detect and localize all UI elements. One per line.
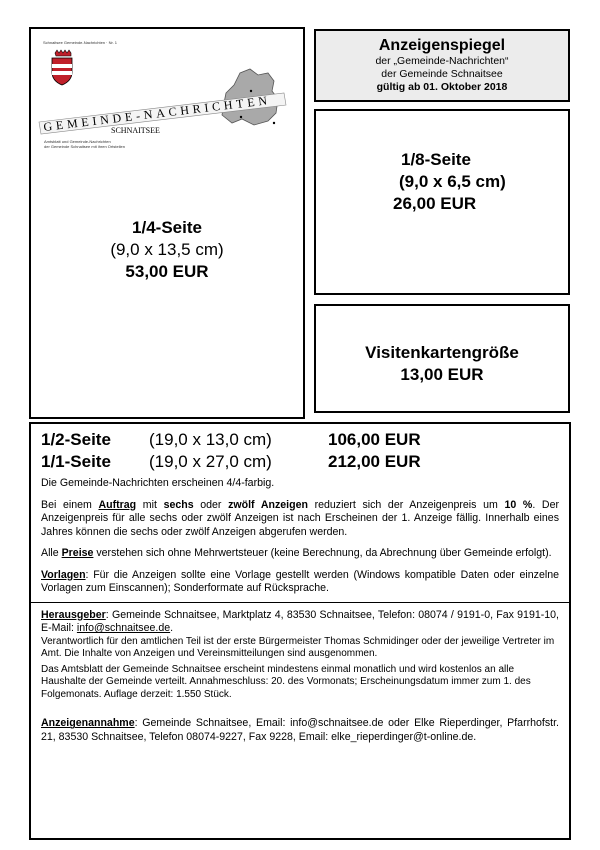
size-label: 1/1-Seite [41,452,111,471]
logo-tagline-2: der Gemeinde Schnaitsee mit ihren Ortsteilen [44,144,125,149]
discount-percent: 10 % [504,498,533,511]
divider [31,602,569,603]
header-valid-date: gültig ab 01. Oktober 2018 [376,81,508,93]
ad-acceptance-paragraph: Anzeigenannahme: Gemeinde Schnaitsee, Email: info@schnaitsee.de oder Elke Rieperdinger, Pfarrhofstr. 21, 83530 Schnaitsee, Telefon 08074-9227, Fax 9228, Email: elke_rieperdinger@t-online.de. [41,717,559,743]
business-card-box [314,304,570,413]
quarter-label: 1/4-Seite [132,218,202,237]
responsibility-paragraph: Verantwortlich für den amtlichen Teil ist der erste Bürgermeister Thomas Schmidinger oder der jeweilige Vertreter im Amt. Die Inhalte von Anzeigen und Vereinsmitteilungen sind ausgenommen. [41,635,555,660]
anzeigenannahme-term: Anzeigenannahme [41,717,135,730]
gemeinde-nachrichten-logo [36,33,298,151]
logo-sub-text: SCHNAITSEE [111,126,160,135]
size-price: 212,00 EUR [328,452,421,471]
vorlagen-term: Vorlagen [41,568,86,581]
preise-term: Preise [61,547,94,559]
sechs-term: sechs [163,498,194,511]
zwoelf-term: zwölf Anzeigen [228,498,308,511]
email-link[interactable]: info@schnaitsee.de [76,622,171,634]
size-row [41,451,559,473]
quarter-page-box [29,27,305,419]
eighth-page-box [314,109,570,295]
header-line-1: der „Gemeinde-Nachrichten“ [375,55,509,67]
size-row [41,429,559,451]
size-price: 106,00 EUR [328,430,421,449]
card-label: Visitenkartengröße [365,343,519,362]
page-title: Anzeigenspiegel [378,37,506,54]
publication-paragraph: Das Amtsblatt der Gemeinde Schnaitsee erscheint mindestens einmal monatlich und wird kostenlos an alle Haushalte der Gemeinde verteilt. Annahmeschluss: 20. des Vormonats; Erscheinungsdatum immer zum 1. des Folgemonats. Auflage derzeit: 1.550 Stück. [41,663,531,700]
auftrag-term: Auftrag [98,498,137,511]
eighth-dims: (9,0 x 6,5 cm) [399,172,506,191]
quarter-price: 53,00 EUR [125,262,209,281]
logo-tagline-1: Amtsblatt und Gemeinde-Nachrichten [44,139,111,144]
size-price-list [41,429,559,473]
logo-banner-text: GEMEINDE-NACHRICHTEN [42,93,268,134]
logo-tiny-text: Schnaitsee Gemeinde-Nachrichten · Nr. 1 [43,40,118,45]
size-label: 1/2-Seite [41,430,111,449]
header-line-2: der Gemeinde Schnaitsee [381,68,503,80]
size-dims: (19,0 x 13,0 cm) [149,430,272,449]
herausgeber-term: Herausgeber [41,608,106,621]
header-box [314,29,570,102]
eighth-label: 1/8-Seite [401,150,471,169]
vat-paragraph: Alle Preise verstehen sich ohne Mehrwertsteuer (keine Berechnung, da Abrechnung über Gemeinde erfolgt). [41,547,552,559]
discount-paragraph: Bei einem Auftrag mit sechs oder zwölf Anzeigen reduziert sich der Anzeigenpreis um 10 %. Der Anzeigenpreis für alle sechs oder zwölf Anzeigen ist nach Erscheinen der 1. Anzeige fällig. Innerhalb eines Jahres können die sechs oder zwölf Anzeigen abgerufen werden. [41,498,559,538]
eighth-price: 26,00 EUR [393,194,477,213]
coat-of-arms-icon [52,50,72,85]
publisher-paragraph: Herausgeber: Gemeinde Schnaitsee, Marktplatz 4, 83530 Schnaitsee, Telefon: 08074 / 9191-0, Fax 9191-10, E-Mail: info@schnaitsee.de. [41,608,559,634]
details-box [29,422,571,840]
quarter-dims: (9,0 x 13,5 cm) [110,240,224,259]
size-dims: (19,0 x 27,0 cm) [149,452,272,471]
templates-paragraph: Vorlagen: Für die Anzeigen sollte eine Vorlage gestellt werden (Windows kompatible Daten oder einzelne Vorlagen zum Einscannen); Sonderformate auf Rücksprache. [41,568,559,594]
card-price: 13,00 EUR [400,365,484,384]
color-note: Die Gemeinde-Nachrichten erscheinen 4/4-farbig. [41,477,275,489]
